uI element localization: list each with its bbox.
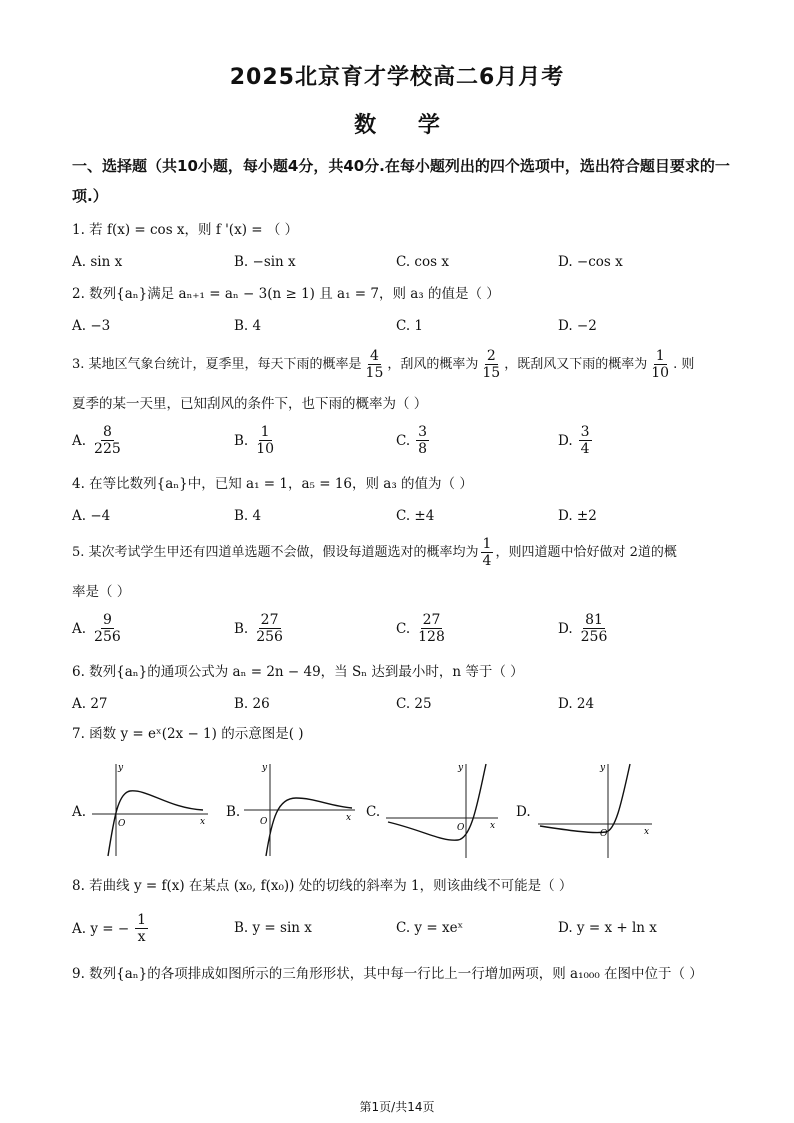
option-a [72, 912, 150, 945]
question-1-options [72, 254, 732, 282]
question-3-options [72, 424, 732, 464]
option-letter: D. [558, 620, 573, 637]
question-3-stem: ，刮风的概率为 [387, 356, 479, 372]
option-a [72, 612, 125, 645]
numerator: 1 [137, 912, 147, 928]
option-b: B. 4 [234, 508, 262, 524]
denominator: 15 [482, 365, 501, 381]
fraction [254, 424, 276, 457]
option-d [558, 612, 611, 645]
option-b [234, 424, 278, 457]
question-4 [72, 474, 732, 494]
curve [266, 798, 352, 856]
x-label: x [200, 817, 206, 827]
numerator: 3 [418, 424, 428, 440]
question-5-stem: 5. 某次考试学生甲还有四道单选题不会做，假设每道题选对的概率均为 [72, 544, 479, 560]
option-c: C. cos x [396, 254, 449, 270]
option-b: B. 26 [234, 696, 270, 712]
option-c: C. 25 [396, 696, 432, 712]
option-d: D. 24 [558, 696, 595, 712]
question-8-options [72, 912, 732, 952]
question-9-stem: 9. 数列{aₙ}的各项排成如图所示的三角形形状，其中每一行比上一行增加两项，则 a₁₀₀₀ 在图中位于（ ） [72, 966, 703, 982]
option-c: C. y = xeˣ [396, 920, 464, 936]
graph-b [240, 758, 360, 858]
numerator: 81 [585, 612, 603, 628]
option-c [396, 424, 431, 457]
fraction [579, 612, 610, 645]
x-label: x [490, 821, 496, 831]
denominator: 10 [256, 441, 275, 457]
question-2-stem: 2. 数列{aₙ}满足 aₙ₊₁ = aₙ − 3(n ≥ 1) 且 a₁ = 7，则 a₃ 的值是（ ） [72, 286, 500, 302]
option-c [396, 612, 449, 645]
denominator: 128 [418, 629, 445, 645]
option-letter: B. [234, 620, 249, 637]
y-label: y [262, 763, 268, 773]
question-6 [72, 662, 732, 682]
graph-d [536, 760, 656, 860]
numerator: 27 [422, 612, 441, 628]
x-label: x [346, 813, 352, 823]
fraction [135, 912, 148, 945]
section-heading: 一、选择题（共10小题，每小题4分，共40分.在每小题列出的四个选项中，选出符合题目要求的一项.） [72, 157, 730, 205]
question-3-stem: . 则 [673, 356, 695, 372]
denominator: 256 [580, 629, 608, 645]
denominator: 4 [580, 441, 590, 457]
fraction [364, 348, 386, 381]
question-2-options [72, 318, 732, 346]
option-a: A. [72, 804, 87, 820]
question-5-cont [72, 582, 732, 602]
denominator: x [137, 929, 146, 945]
option-c: C. [366, 804, 381, 820]
option-letter: A. [72, 432, 87, 449]
numerator: 9 [102, 612, 112, 628]
denominator: 10 [651, 365, 670, 381]
question-5-options [72, 612, 732, 652]
question-6-options [72, 696, 732, 724]
curve [388, 764, 486, 840]
question-3-stem: 3. 某地区气象台统计，夏季里，每天下雨的概率是 [72, 356, 362, 372]
option-letter: B. [234, 432, 249, 449]
denominator: 8 [418, 441, 428, 457]
fraction [480, 348, 502, 381]
option-b: B. y = sin x [234, 920, 312, 936]
question-3-cont [72, 394, 732, 414]
numerator: 1 [260, 424, 270, 440]
denominator: 256 [94, 629, 121, 645]
denominator: 15 [365, 365, 384, 381]
question-3-stem: ，既刮风又下雨的概率为 [504, 356, 648, 372]
fraction [254, 612, 285, 645]
option-a: A. sin x [72, 254, 123, 270]
question-3 [72, 348, 732, 381]
question-7 [72, 724, 732, 744]
question-7-stem: 7. 函数 y = eˣ(2x − 1) 的示意图是( ) [72, 726, 304, 742]
graph-a [88, 758, 213, 858]
denominator: 256 [256, 629, 283, 645]
question-1-stem: 1. 若 f(x) = cos x，则 f '(x) = （ ） [72, 222, 299, 238]
denominator: 225 [94, 441, 121, 457]
y-label: y [458, 763, 464, 773]
fraction [92, 612, 123, 645]
origin-label: O [118, 819, 126, 829]
subject-title: 数 学 [354, 113, 440, 138]
question-3-stem: 夏季的某一天里，已知刮风的条件下，也下雨的概率为（ ） [72, 396, 428, 412]
option-d: D. −2 [558, 318, 597, 334]
question-9 [72, 964, 732, 984]
numerator: 2 [486, 348, 496, 364]
origin-label: O [600, 829, 608, 839]
question-8 [72, 876, 732, 896]
option-b: B. 4 [234, 318, 262, 334]
question-2 [72, 284, 732, 304]
option-letter: A. [72, 620, 87, 637]
option-b: B. [226, 804, 241, 820]
option-c: C. ±4 [396, 508, 435, 524]
y-label: y [600, 763, 606, 773]
numerator: 1 [655, 348, 665, 364]
question-5 [72, 536, 732, 569]
x-label: x [644, 827, 650, 837]
option-d [558, 424, 594, 457]
option-a [72, 424, 125, 457]
option-letter: C. [396, 432, 411, 449]
question-8-stem: 8. 若曲线 y = f(x) 在某点 (x₀, f(x₀)) 处的切线的斜率为 1，则该曲线不可能是（ ） [72, 878, 573, 894]
option-c: C. 1 [396, 318, 424, 334]
question-4-options [72, 508, 732, 536]
page-footer: 第1页/共14页 [359, 1100, 435, 1114]
fraction [416, 424, 429, 457]
numerator: 27 [260, 612, 279, 628]
option-d: D. ±2 [558, 508, 597, 524]
question-6-stem: 6. 数列{aₙ}的通项公式为 aₙ = 2n − 49，当 Sₙ 达到最小时，n 等于（ ） [72, 664, 524, 680]
numerator: 3 [580, 424, 590, 440]
option-letter: C. [396, 620, 411, 637]
option-a: A. 27 [72, 696, 108, 712]
option-a: A. −4 [72, 508, 111, 524]
fraction [92, 424, 123, 457]
option-b: B. −sin x [234, 254, 296, 270]
question-5-stem: 率是（ ） [72, 584, 131, 600]
option-d: D. y = x + ln x [558, 920, 657, 936]
y-label: y [118, 763, 124, 773]
question-1 [72, 220, 732, 240]
option-letter: A. y = − [72, 920, 130, 937]
option-a: A. −3 [72, 318, 111, 334]
option-b [234, 612, 287, 645]
fraction [579, 424, 592, 457]
numerator: 4 [370, 348, 379, 364]
numerator: 8 [102, 424, 112, 440]
denominator: 4 [482, 553, 492, 569]
option-d: D. −cos x [558, 254, 623, 270]
fraction [481, 536, 494, 569]
origin-label: O [457, 823, 465, 833]
option-d: D. [516, 804, 531, 820]
fraction [649, 348, 671, 381]
page-title: 2025北京育才学校高二6月月考 [229, 65, 565, 90]
origin-label: O [260, 817, 268, 827]
question-4-stem: 4. 在等比数列{aₙ}中，已知 a₁ = 1，a₅ = 16，则 a₃ 的值为（ ） [72, 476, 473, 492]
numerator: 1 [482, 536, 492, 552]
fraction [416, 612, 447, 645]
graph-c [382, 760, 502, 860]
option-letter: D. [558, 432, 573, 449]
curve [540, 764, 630, 833]
question-5-stem: ，则四道题中恰好做对 2道的概 [495, 544, 677, 560]
